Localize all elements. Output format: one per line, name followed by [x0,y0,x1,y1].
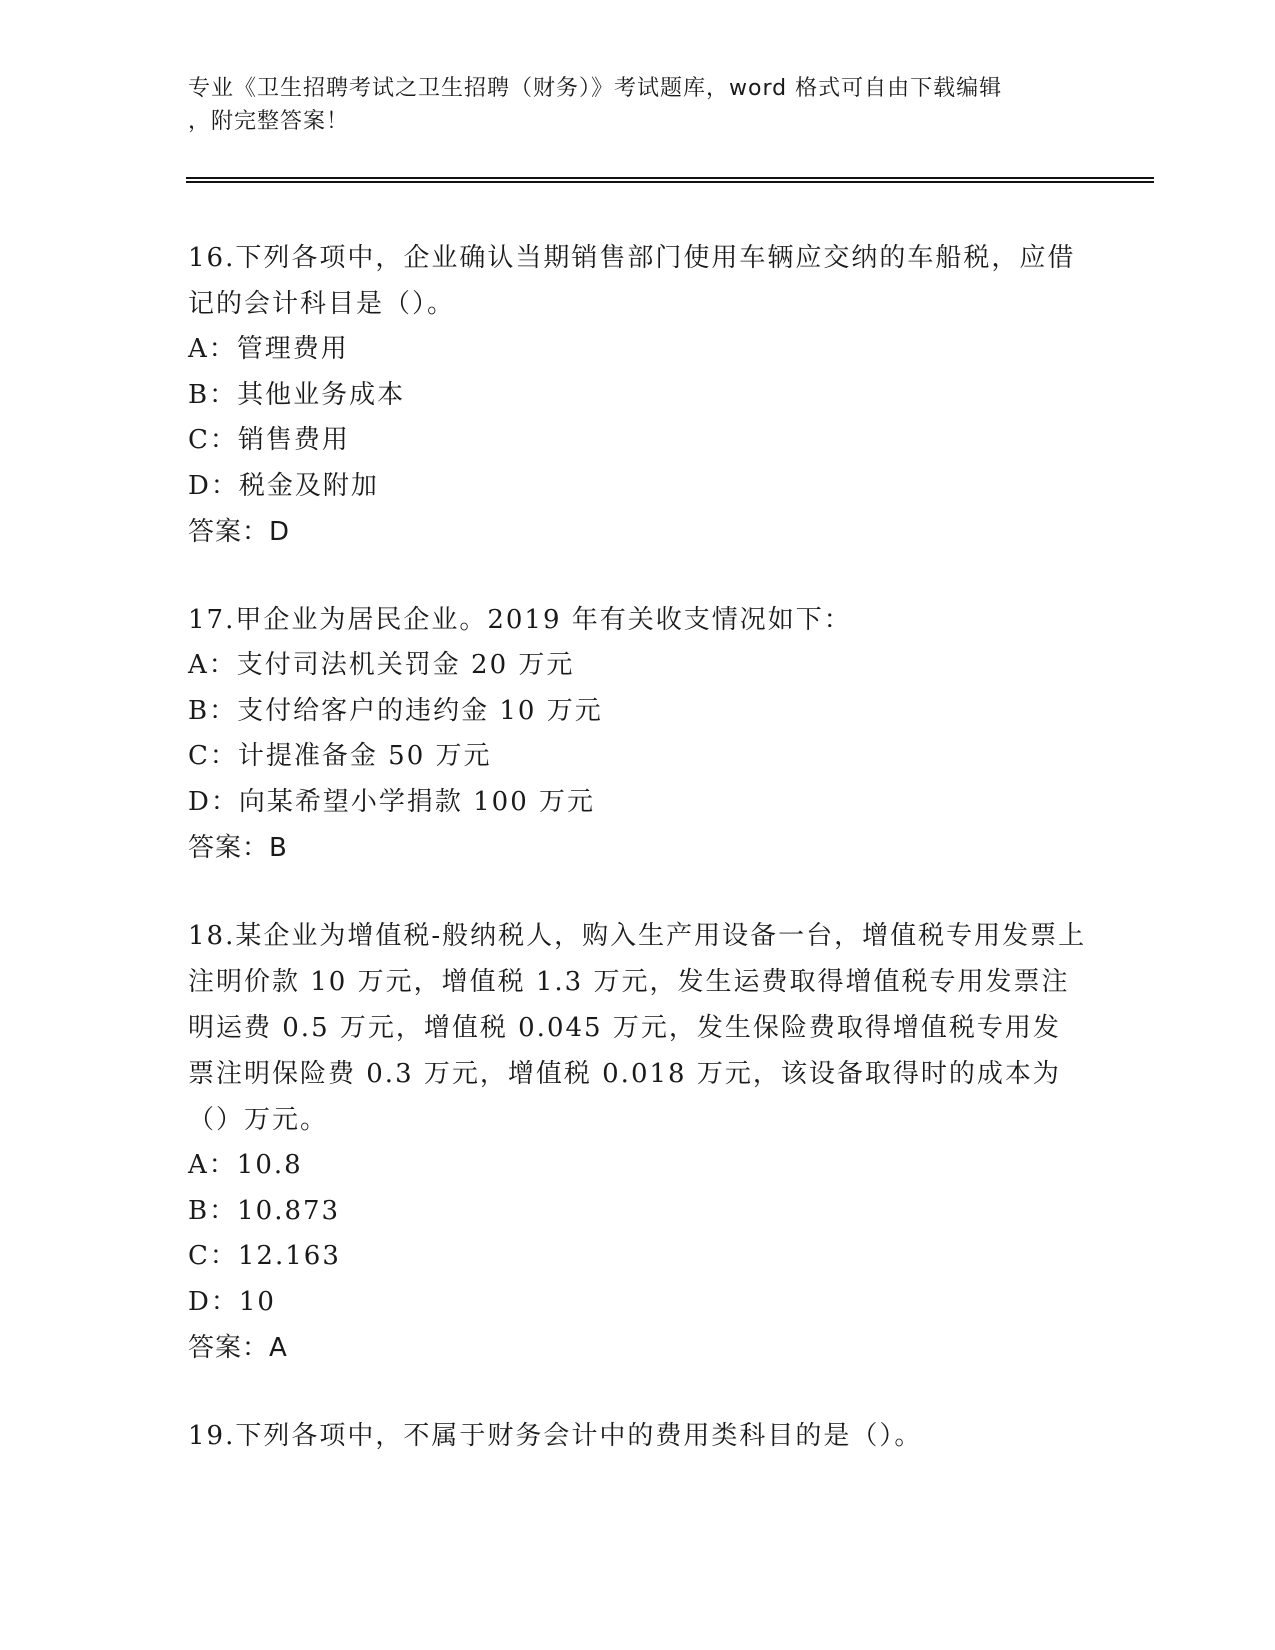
question-stem: 19.下列各项中，不属于财务会计中的费用类科目的是（）。 [188,1421,923,1451]
option-c: C：12.163 [188,1241,341,1271]
option-c: C：计提准备金 50 万元 [188,741,492,771]
question-stem: 17.甲企业为居民企业。2019 年有关收支情况如下： [188,605,852,635]
question-stem: 18.某企业为增值税-般纳税人，购入生产用设备一台，增值税专用发票上注明价款 10 万元，增值税 1.3 万元，发生运费取得增值税专用发票注明运费 0.5 万元，增值税 0.045 万元，发生保险费取得增值税专用发票注明保险费 0.3 万元，增值税 0.018 万元，该设备取得时的成本为（）万元。 [188,921,1087,1135]
option-a: A：10.8 [188,1150,303,1180]
option-d: D：10 [188,1286,276,1317]
question-16 [188,235,1088,555]
option-b: B：支付给客户的违约金 10 万元 [188,695,603,726]
option-a: A：管理费用 [188,334,349,364]
answer-line: 答案：B [188,833,288,863]
question-17 [188,597,1088,871]
header-double-rule [186,177,1154,183]
answer-line: 答案：D [188,517,291,547]
option-b: B：其他业务成本 [188,379,406,410]
header-text-line-2: ，附完整答案！ [188,109,350,134]
option-d: D：向某希望小学捐款 100 万元 [188,786,596,817]
page-header [188,72,1088,138]
header-text-line-1: 专业《卫生招聘考试之卫生招聘（财务）》考试题库，word 格式可自由下载编辑 [188,76,1003,101]
question-19 [188,1413,1088,1459]
question-list [188,235,1088,1501]
question-stem: 16.下列各项中，企业确认当期销售部门使用车辆应交纳的车船税，应借记的会计科目是（）。 [188,243,1076,319]
answer-line: 答案：A [188,1333,288,1363]
option-b: B：10.873 [188,1195,341,1226]
option-a: A：支付司法机关罚金 20 万元 [188,650,575,680]
question-18 [188,913,1088,1371]
option-c: C：销售费用 [188,425,350,455]
option-d: D：税金及附加 [188,470,379,501]
